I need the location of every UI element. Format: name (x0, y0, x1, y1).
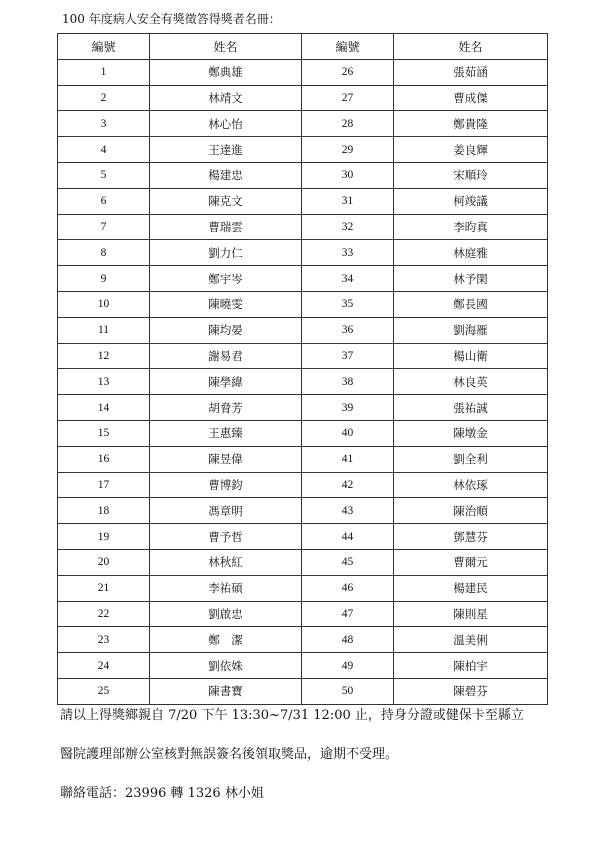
winner-name: 陳治順 (394, 498, 548, 524)
table-row (58, 111, 548, 137)
winner-name: 宋順玲 (394, 162, 548, 188)
winner-name: 陳均晏 (150, 317, 302, 343)
winner-name: 林予閑 (394, 266, 548, 292)
winner-number: 37 (302, 343, 394, 369)
winner-number: 8 (58, 240, 150, 266)
winner-number: 6 (58, 188, 150, 214)
winner-name: 曹爾元 (394, 549, 548, 575)
winner-name: 曹成傑 (394, 85, 548, 111)
header-number-right: 編號 (302, 34, 394, 60)
winner-number: 32 (302, 214, 394, 240)
table-row (58, 549, 548, 575)
winner-number: 27 (302, 85, 394, 111)
winner-name: 張祐誠 (394, 395, 548, 421)
winner-number: 1 (58, 59, 150, 85)
header-name-left: 姓名 (150, 34, 302, 60)
winner-name: 謝易君 (150, 343, 302, 369)
winners-table (57, 33, 548, 705)
winner-name: 陳柏宇 (394, 653, 548, 679)
winner-number: 3 (58, 111, 150, 137)
contact-line: 聯絡電話：23996 轉 1326 林小姐 (60, 786, 264, 801)
table-row (58, 266, 548, 292)
table-row (58, 240, 548, 266)
winner-name: 陳曉雯 (150, 291, 302, 317)
table-row (58, 137, 548, 163)
winner-number: 33 (302, 240, 394, 266)
table-row (58, 343, 548, 369)
table-row (58, 524, 548, 550)
table-row (58, 472, 548, 498)
winner-name: 鄭貴隆 (394, 111, 548, 137)
winner-number: 50 (302, 678, 394, 704)
winner-name: 劉啟忠 (150, 601, 302, 627)
document-title: 100 年度病人安全有獎徵答得獎者名冊： (62, 12, 281, 26)
winner-number: 35 (302, 291, 394, 317)
winner-name: 王達進 (150, 137, 302, 163)
winner-number: 25 (58, 678, 150, 704)
winner-name: 陳昱偉 (150, 446, 302, 472)
winner-number: 42 (302, 472, 394, 498)
winner-name: 鄭典雄 (150, 59, 302, 85)
winner-name: 陳學緯 (150, 369, 302, 395)
winner-number: 7 (58, 214, 150, 240)
winner-number: 16 (58, 446, 150, 472)
winner-number: 5 (58, 162, 150, 188)
winner-number: 10 (58, 291, 150, 317)
winner-name: 林心怡 (150, 111, 302, 137)
winner-number: 20 (58, 549, 150, 575)
winner-number: 22 (58, 601, 150, 627)
table-row (58, 317, 548, 343)
table-row (58, 601, 548, 627)
winner-name: 柯竣議 (394, 188, 548, 214)
winner-name: 林庭雅 (394, 240, 548, 266)
table-row (58, 369, 548, 395)
winner-name: 馮章明 (150, 498, 302, 524)
winner-name: 胡脅芳 (150, 395, 302, 421)
winner-name: 曹予哲 (150, 524, 302, 550)
table-body (58, 59, 548, 704)
winner-name: 劉依姝 (150, 653, 302, 679)
winner-name: 曹博鈞 (150, 472, 302, 498)
table-row (58, 85, 548, 111)
winner-number: 46 (302, 575, 394, 601)
winner-number: 2 (58, 85, 150, 111)
winner-number: 9 (58, 266, 150, 292)
winner-number: 34 (302, 266, 394, 292)
winner-name: 姜良輝 (394, 137, 548, 163)
winner-name: 鄧慧芬 (394, 524, 548, 550)
winner-number: 24 (58, 653, 150, 679)
winner-name: 曹瑞雲 (150, 214, 302, 240)
winner-name: 鄭宇岑 (150, 266, 302, 292)
winner-name: 李昀真 (394, 214, 548, 240)
table-row (58, 214, 548, 240)
table-row (58, 446, 548, 472)
winner-number: 45 (302, 549, 394, 575)
table-row (58, 291, 548, 317)
winner-name: 陳則星 (394, 601, 548, 627)
winner-number: 12 (58, 343, 150, 369)
winner-number: 41 (302, 446, 394, 472)
table-row (58, 188, 548, 214)
winner-number: 11 (58, 317, 150, 343)
winner-number: 43 (302, 498, 394, 524)
winner-name: 張茹涵 (394, 59, 548, 85)
winner-name: 林秋紅 (150, 549, 302, 575)
winner-name: 王惠臻 (150, 420, 302, 446)
winner-number: 49 (302, 653, 394, 679)
winner-name: 陳墩金 (394, 420, 548, 446)
table-row (58, 162, 548, 188)
winner-name: 林依琢 (394, 472, 548, 498)
header-name-right: 姓名 (394, 34, 548, 60)
winner-number: 29 (302, 137, 394, 163)
winner-number: 38 (302, 369, 394, 395)
winner-number: 39 (302, 395, 394, 421)
winner-number: 26 (302, 59, 394, 85)
winner-name: 劉全利 (394, 446, 548, 472)
winner-number: 21 (58, 575, 150, 601)
notice-line-2: 醫院護理部辦公室核對無誤簽名後領取獎品，逾期不受理。 (60, 747, 399, 762)
winner-name: 鄭 潔 (150, 627, 302, 653)
table-row (58, 395, 548, 421)
table-row (58, 498, 548, 524)
winner-name: 陳碧芬 (394, 678, 548, 704)
table-row (58, 59, 548, 85)
winner-name: 劉海雁 (394, 317, 548, 343)
winner-number: 4 (58, 137, 150, 163)
winner-number: 19 (58, 524, 150, 550)
header-number-left: 編號 (58, 34, 150, 60)
winner-number: 23 (58, 627, 150, 653)
notice-line-1: 請以上得獎鄉親自 7/20 下午 13:30~7/31 12:00 止，持身分證或健保卡至縣立 (60, 708, 524, 723)
winner-name: 劉力仁 (150, 240, 302, 266)
winner-name: 楊山衛 (394, 343, 548, 369)
winner-name: 陳書寶 (150, 678, 302, 704)
winner-name: 楊建忠 (150, 162, 302, 188)
winner-number: 15 (58, 420, 150, 446)
table-row (58, 678, 548, 704)
winner-name: 林良英 (394, 369, 548, 395)
table-header-row (58, 34, 548, 60)
winner-number: 31 (302, 188, 394, 214)
winner-number: 36 (302, 317, 394, 343)
winner-number: 13 (58, 369, 150, 395)
winner-number: 47 (302, 601, 394, 627)
table-row (58, 653, 548, 679)
winner-number: 48 (302, 627, 394, 653)
table-row (58, 420, 548, 446)
winner-number: 17 (58, 472, 150, 498)
table-row (58, 575, 548, 601)
winner-number: 30 (302, 162, 394, 188)
winner-name: 陳克文 (150, 188, 302, 214)
winner-name: 鄭長國 (394, 291, 548, 317)
winner-name: 楊建民 (394, 575, 548, 601)
winner-number: 18 (58, 498, 150, 524)
winner-name: 溫美俐 (394, 627, 548, 653)
winner-number: 14 (58, 395, 150, 421)
winner-name: 林靖文 (150, 85, 302, 111)
winner-name: 李祐碩 (150, 575, 302, 601)
table-row (58, 627, 548, 653)
winner-number: 40 (302, 420, 394, 446)
winner-number: 44 (302, 524, 394, 550)
winner-number: 28 (302, 111, 394, 137)
